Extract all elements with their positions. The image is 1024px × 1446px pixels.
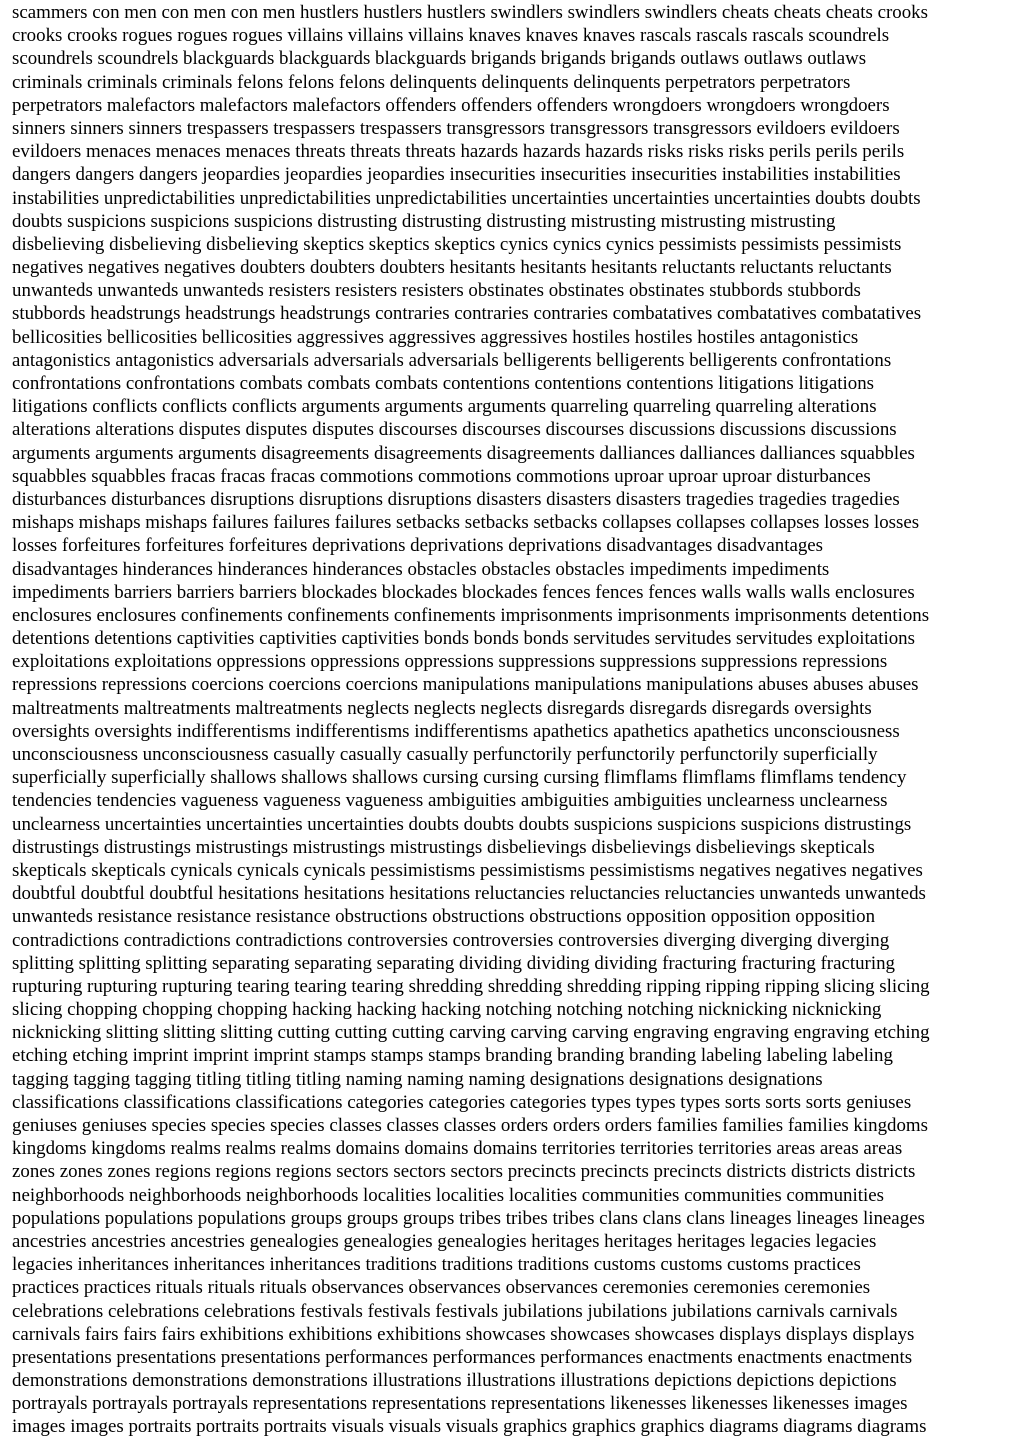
text-line: doubts suspicions suspicions suspicions distrusting distrusting distrusting mistrusting mistrusting mistrusting [12, 210, 836, 232]
text-line: nicknicking slitting slitting slitting cutting cutting cutting carving carving carving engraving engraving engraving etching [12, 1022, 930, 1044]
text-line: rupturing rupturing rupturing tearing tearing tearing shredding shredding shredding ripping ripping ripping slicing slicing [12, 975, 930, 997]
text-line: antagonistics antagonistics adversarials adversarials adversarials belligerents belligerents belligerents confrontations [12, 349, 892, 371]
text-line: confrontations confrontations combats combats combats contentions contentions contentions litigations litigations [12, 373, 875, 394]
text-line: unconsciousness unconsciousness casually casually casually perfunctorily perfunctorily perfunctorily superficially [12, 744, 878, 765]
text-line: slicing chopping chopping chopping hacking hacking hacking notching notching notching nicknicking nicknicking [12, 999, 882, 1021]
text-line: oversights oversights indifferentisms indifferentisms indifferentisms apathetics apathetics apathetics unconsciousness [12, 720, 900, 742]
text-line: criminals criminals criminals felons felons felons delinquents delinquents delinquents perpetrators perpetrators [12, 71, 851, 93]
text-line: ancestries ancestries ancestries genealogies genealogies genealogies heritages heritages heritages legacies legacies [12, 1230, 877, 1252]
text-line: exploitations exploitations oppressions oppressions oppressions suppressions suppressions suppressions repressions [12, 651, 888, 673]
text-line: disadvantages hinderances hinderances hinderances obstacles obstacles obstacles impediments impediments [12, 558, 830, 580]
text-line: practices practices rituals rituals rituals observances observances observances ceremonies ceremonies ceremonies [12, 1277, 871, 1299]
text-line: zones zones zones regions regions regions sectors sectors sectors precincts precincts precincts districts districts districts [12, 1161, 916, 1183]
text-line: detentions detentions captivities captivities captivities bonds bonds bonds servitudes servitudes servitudes exploitations [12, 628, 915, 650]
text-line: negatives negatives negatives doubters doubters doubters hesitants hesitants hesitants reluctants reluctants reluctants [12, 257, 892, 279]
text-line: perpetrators malefactors malefactors malefactors offenders offenders offenders wrongdoers wrongdoers wrongdoers [12, 94, 890, 116]
text-line: losses forfeitures forfeitures forfeitures deprivations deprivations deprivations disadvantages disadvantages [12, 535, 824, 557]
text-line: instabilities unpredictabilities unpredictabilities unpredictabilities uncertainties uncertainties uncertainties doubts doubts [12, 187, 921, 209]
text-line: maltreatments maltreatments maltreatments neglects neglects neglects disregards disregards disregards oversights [12, 697, 872, 719]
text-line: skepticals skepticals cynicals cynicals cynicals pessimistisms pessimistisms pessimistisms negatives negatives negatives [12, 859, 923, 881]
text-line: arguments arguments arguments disagreements disagreements disagreements dalliances dalliances dalliances squabbles [12, 442, 915, 464]
text-line: unwanteds unwanteds unwanteds resisters resisters resisters obstinates obstinates obstinates stubbords stubbords [12, 280, 861, 302]
text-line: stubbords headstrungs headstrungs headstrungs contraries contraries contraries combatatives combatatives combatatives [12, 303, 922, 325]
text-line: demonstrations demonstrations demonstrations illustrations illustrations illustrations depictions depictions depictions [12, 1370, 897, 1392]
text-line: impediments barriers barriers barriers blockades blockades blockades fences fences fences walls walls walls enclosures [12, 581, 915, 603]
text-line: presentations presentations presentations performances performances performances enactments enactments enactments [12, 1346, 913, 1368]
text-line: celebrations celebrations celebrations festivals festivals festivals jubilations jubilations jubilations carnivals carnivals [12, 1300, 898, 1322]
text-line: superficially superficially shallows shallows shallows cursing cursing cursing flimflams flimflams flimflams tendency [12, 767, 907, 789]
text-line: unclearness uncertainties uncertainties uncertainties doubts doubts doubts suspicions suspicions suspicions distrustings [12, 813, 912, 835]
text-line: disturbances disturbances disruptions disruptions disruptions disasters disasters disasters tragedies tragedies tragedies [12, 488, 900, 510]
text-line: evildoers menaces menaces menaces threats threats threats hazards hazards hazards risks risks risks perils perils perils [12, 141, 905, 163]
text-line: repressions repressions coercions coercions coercions manipulations manipulations manipulations abuses abuses abuses [12, 674, 919, 696]
text-line: neighborhoods neighborhoods neighborhoods localities localities localities communities communities communities [12, 1184, 884, 1206]
text-line: legacies inheritances inheritances inheritances traditions traditions traditions customs customs customs practices [12, 1254, 861, 1276]
text-line: alterations alterations disputes disputes disputes discourses discourses discourses discussions discussions discussions [12, 419, 897, 441]
text-line: sinners sinners sinners trespassers trespassers trespassers transgressors transgressors transgressors evildoers evildoers [12, 117, 900, 139]
text-line: squabbles squabbles fracas fracas fracas commotions commotions commotions uproar uproar uproar disturbances [12, 465, 871, 487]
text-line: images images portraits portraits portraits visuals visuals visuals graphics graphics graphics diagrams diagrams diagrams [12, 1416, 927, 1438]
text-line: tagging tagging tagging titling titling titling naming naming naming designations designations designations [12, 1068, 823, 1090]
text-line: dangers dangers dangers jeopardies jeopardies jeopardies insecurities insecurities insecurities instabilities instabilities [12, 164, 901, 186]
text-line: enclosures enclosures confinements confinements confinements imprisonments imprisonments imprisonments detentions [12, 604, 930, 626]
text-line: carnivals fairs fairs fairs exhibitions exhibitions exhibitions showcases showcases showcases displays displays displays [12, 1323, 915, 1345]
text-line: etching etching imprint imprint imprint stamps stamps stamps branding branding branding labeling labeling labeling [12, 1045, 893, 1067]
text-line: portrayals portrayals portrayals representations representations representations likenesses likenesses likenesses images [12, 1393, 908, 1415]
text-line: classifications classifications classifications categories categories categories types types types sorts sorts sorts geniuses [12, 1091, 912, 1113]
text-line: mishaps mishaps mishaps failures failures failures setbacks setbacks setbacks collapses collapses collapses losses losses [12, 512, 920, 534]
text-line: contradictions contradictions contradictions controversies controversies controversies diverging diverging diverging [12, 929, 890, 951]
text-line: scammers con men con men con men hustlers hustlers hustlers swindlers swindlers swindlers cheats cheats cheats crooks [12, 2, 928, 23]
document-body [12, 1, 1016, 1439]
text-line: bellicosities bellicosities bellicosities aggressives aggressives aggressives hostiles hostiles hostiles antagonistics [12, 326, 859, 348]
text-line: scoundrels scoundrels blackguards blackguards blackguards brigands brigands brigands outlaws outlaws outlaws [12, 48, 867, 70]
text-line: unwanteds resistance resistance resistance obstructions obstructions obstructions opposition opposition opposition [12, 906, 876, 928]
text-line: kingdoms kingdoms realms realms realms domains domains domains territories territories territories areas areas areas [12, 1138, 903, 1160]
text-line: tendencies tendencies vagueness vagueness vagueness ambiguities ambiguities ambiguities unclearness unclearness [12, 790, 888, 812]
text-line: disbelieving disbelieving disbelieving skeptics skeptics skeptics cynics cynics cynics pessimists pessimists pessimists [12, 233, 902, 255]
text-line: litigations conflicts conflicts conflicts arguments arguments arguments quarreling quarreling quarreling alterations [12, 396, 877, 418]
text-line: splitting splitting splitting separating separating separating dividing dividing dividing fracturing fracturing fracturing [12, 952, 895, 974]
text-line: geniuses geniuses species species species classes classes classes orders orders orders families families families kingdoms [12, 1115, 928, 1136]
text-line: doubtful doubtful doubtful hesitations hesitations hesitations reluctancies reluctancies reluctancies unwanteds unwanteds [12, 883, 926, 905]
text-line: crooks crooks rogues rogues rogues villains villains villains knaves knaves knaves rascals rascals rascals scoundrels [12, 25, 890, 47]
text-line: populations populations populations groups groups groups tribes tribes tribes clans clans clans lineages lineages lineages [12, 1207, 925, 1229]
text-line: distrustings distrustings mistrustings mistrustings mistrustings disbelievings disbelievings disbelievings skepticals [12, 836, 875, 858]
